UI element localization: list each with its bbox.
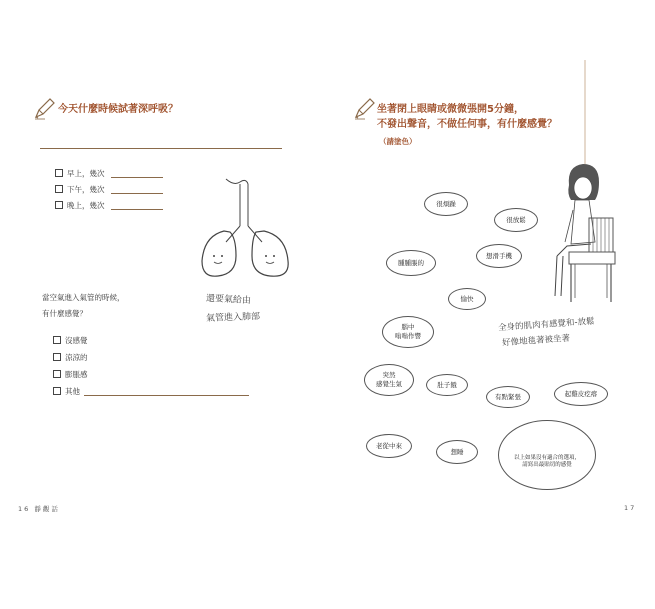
feeling-bubble-distracted[interactable]: 老從中來 [366,434,412,458]
feeling-option-none[interactable] [53,333,88,348]
feeling-bubble-sleepy[interactable]: 想睡 [436,440,478,464]
feeling-option-other[interactable] [53,384,249,399]
option-label: 其他 [65,387,80,396]
checkbox[interactable] [53,370,61,378]
handwritten-answer-line-1: 還要氣給由 [205,293,252,307]
feeling-bubble-hungry[interactable]: 肚子餓 [426,374,468,396]
color-in-note: （請塗色） [379,137,417,146]
option-label: 下午，幾次 [67,185,105,194]
question-eyes-closed-line-1: 坐著閉上眼睛或微微張開5分鐘， [377,104,524,115]
question-air-feeling-line-1: 當空氣進入氣管的時候， [42,293,125,302]
pencil-icon [33,97,57,125]
handwritten-answer-line-2: 氣管進入肺部 [205,312,261,324]
question-eyes-closed-line-2: 不發出聲音，不做任何事，有什麼感覺？ [377,119,557,130]
time-option-morning[interactable] [55,166,163,181]
page-number-right: 17 [624,504,637,512]
feeling-bubble-suddenly-angry[interactable]: 突然 感覺生氣 [364,364,414,396]
checkbox[interactable] [55,201,63,209]
handwritten-answer-line-1: 全身的肌肉有感覺和-放鬆 [497,316,595,334]
blank-line[interactable] [111,177,163,178]
question-deep-breath: 今天什麼時候試著深呼吸？ [58,104,178,115]
question-air-feeling-line-2: 有什麼感覺？ [42,309,87,318]
time-option-afternoon[interactable] [55,182,163,197]
option-label: 沒感覺 [65,336,88,345]
feeling-bubble-restless[interactable]: 很煩躁 [424,192,468,216]
option-label: 涼涼的 [65,353,88,362]
checkbox[interactable] [55,185,63,193]
feeling-option-swelling[interactable] [53,367,88,382]
checkbox[interactable] [53,353,61,361]
pencil-icon [353,97,377,125]
handwritten-answer-line-2: 好像地毯著被坐著 [501,333,571,349]
blank-line[interactable] [84,395,249,396]
feeling-bubble-relaxed[interactable]: 很放鬆 [494,208,538,232]
checkbox[interactable] [53,387,61,395]
feeling-bubble-head-buzzing[interactable]: 腦中 嗡嗡作響 [382,316,434,348]
blank-line[interactable] [111,193,163,194]
time-option-evening[interactable] [55,198,163,213]
answer-line [40,148,282,149]
feeling-bubble-want-phone[interactable]: 想滑手機 [476,244,522,268]
option-label: 膨脹感 [65,370,88,379]
feeling-bubble-happy[interactable]: 愉快 [448,288,486,310]
feeling-bubble-swollen[interactable]: 腫腫脹的 [386,250,436,276]
option-label: 晚上，幾次 [67,201,105,210]
blank-line[interactable] [111,209,163,210]
page-number-left: 16 靜觀話 [18,505,60,513]
checkbox[interactable] [55,169,63,177]
feeling-option-cool[interactable] [53,350,88,365]
feeling-bubble-nervous[interactable]: 有點緊張 [486,386,530,408]
checkbox[interactable] [53,336,61,344]
lungs-illustration [196,176,296,290]
feeling-bubble-goosebumps[interactable]: 起雞皮疙瘩 [554,382,608,406]
girl-on-chair-illustration [545,60,625,314]
feeling-bubble-other[interactable]: 以上如果沒有適合的選項， 請寫出最貼切的感覺 [498,420,596,490]
option-label: 早上，幾次 [67,169,105,178]
